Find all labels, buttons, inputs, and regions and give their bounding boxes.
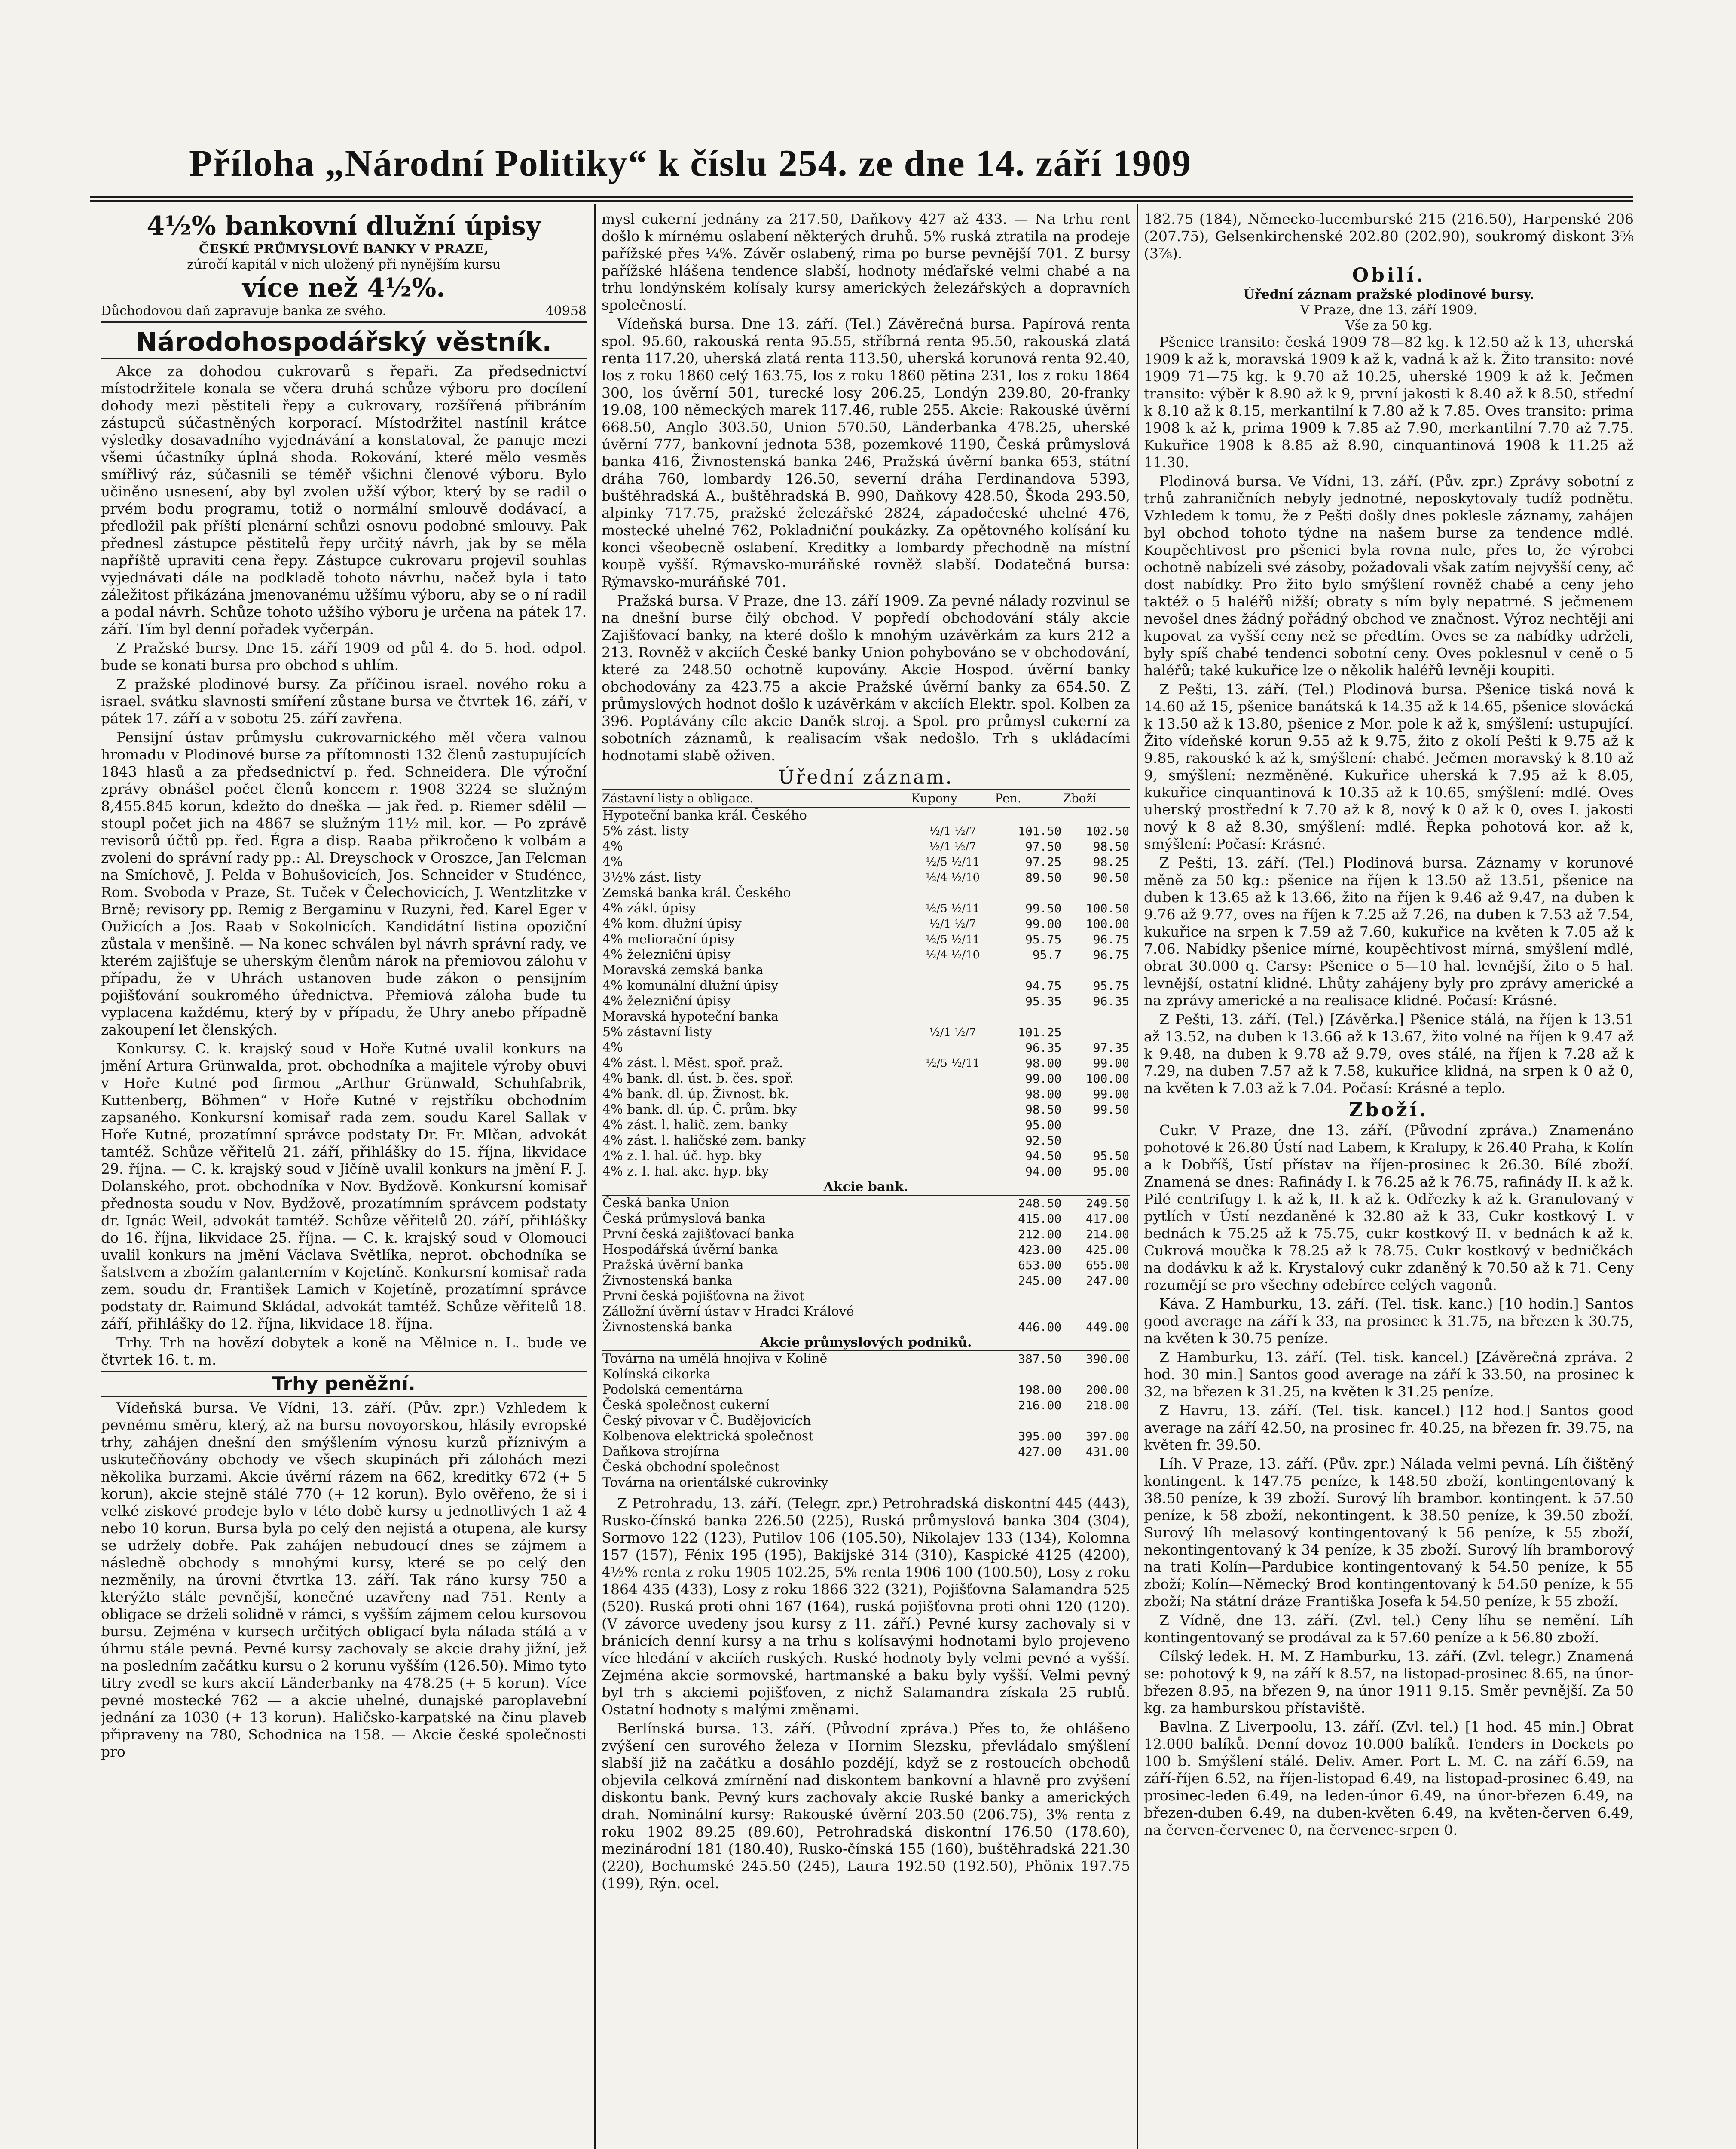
- bond-name: 4% zákl. úpisy: [602, 901, 697, 916]
- bond-coupon: [911, 1117, 995, 1133]
- bond-money: 99.00: [1025, 917, 1062, 931]
- bond-row: [602, 854, 1130, 870]
- industry-money: 198.00: [1018, 1383, 1062, 1397]
- bond-name: 4% železniční úpisy: [602, 994, 731, 1009]
- bond-goods: 95.75: [1093, 979, 1129, 993]
- bond-row: [602, 978, 1130, 994]
- bond-name: 4% železniční úpisy: [602, 947, 731, 962]
- bond-row: [602, 1133, 1130, 1148]
- bond-name: 5% zástavní listy: [602, 1025, 712, 1040]
- article-prague-bourse: Z Pražské bursy. Dne 15. září 1909 od půl 4. do 5. hod. odpol. bude se konati bursa pro obchod s uhlím.: [101, 640, 587, 673]
- bond-row: [602, 885, 1130, 901]
- official-title: Úřední záznam.: [778, 766, 954, 788]
- bank-money: 248.50: [1018, 1196, 1062, 1210]
- article-bankruptcy: Konkursy. C. k. krajský soud v Hoře Kutné uvalil konkurs na jmění Artura Grünwalda, prot. obchodníka a majitele výroby obuvi v Hoře Kutné pod firmou „Arthur Grünwald, Schuhfabrik, Kuttenberg, Böhmen“ v Hoře Kutné v rejstříku obchodním zapsaného. Konkursní komisař rada zem. soudu Karel Sallak v Hoře Kutné, prozatímní správce podstaty Dr. Fr. Mlčan, advokát tamtéž. Schůze věřitelů 21. září, přihlášky do 15. října, likvidace 29. října. — C. k. krajský soud v Jičíně uvalil konkurs na jmění F. J. Dolanského, prot. obchodníka v Nov. Bydžově. Konkursní komisař přednosta soudu v Nov. Bydžově, prozatímním správcem podstaty dr. Ignác Weil, advokát tamtéž. Schůze věřitelů 20. září, přihlášky do 16. října, likvidace 25. října. — C. k. krajský soud v Olomouci uvalil konkurs na jmění Václava Světlíka, neprot. obchodníka se šatstvem a zbožím galanterním v Kojetíně. Konkursní komisař rada zem. soudu dr. František Lamich v Kojetíně, prozatímní správce podstaty dr. Raimund Skládal, advokát tamtéž. Schůze věřitelů 18. září, přihlášky do 12. října, likvidace 18. října.: [101, 1040, 587, 1332]
- industry-money: 216.00: [1018, 1398, 1062, 1412]
- bond-row: [602, 1071, 1130, 1087]
- bond-coupon: [911, 1164, 995, 1179]
- bond-coupon: ½/1 ½/7: [929, 840, 976, 853]
- bond-name: 4% bank. dl. úp. Živnost. bk.: [602, 1087, 789, 1102]
- bank-name: Hospodářská úvěrní banka: [602, 1242, 778, 1257]
- bond-money: 95.75: [1025, 932, 1062, 946]
- money-markets-title: Trhy peněžní.: [101, 1371, 587, 1397]
- bond-name: 3½% zást. listy: [602, 870, 702, 885]
- bond-name: 4% zást. l. halič. zem. banky: [602, 1117, 788, 1133]
- header-rule-thin: [90, 200, 1633, 202]
- article-vienna-commodity: Plodinová bursa. Ve Vídni, 13. září. (Pův. zpr.) Zprávy sobotní z trhů zahraničních nebyly jednotné, neposkytovaly tudíž podnětu. Vzhledem k tomu, že z Pešti došly dnes poklesle záznamy, zahájen byl obchod tohoto týdne na našem burse za tendence mdlé. Koupěchtivost pro pšenici byla rovna nule, přes to, že výrobci ochotně nabízeli své zásoby, požadovali však zatím nejvyšší ceny, ač dost nabídky. Pro žito bylo smýšlení rovněž chabé a ceny jeho taktéž o 5 haléřů nižší; obraty s ním byly nepatrné. S ječmenem nevošel dnes žádný pořádný obchod ve značnost. Výroz nechtěji ani kupovat za vyšší ceny než se předtím. Oves se za nabídky udrželi, byly spíš chabé tendenci sobotní ceny. Oves poklesnul v ceně o 5 haléřů; také kukuřice lze o několik haléřů levněji koupiti.: [1144, 473, 1634, 679]
- bond-name: 4% z. l. hal. akc. hyp. bky: [602, 1164, 769, 1179]
- column-3: [1144, 211, 1634, 2149]
- bond-goods: [1062, 885, 1130, 901]
- bank-name: První česká zajišťovací banka: [602, 1227, 795, 1242]
- industry-name: Česká obchodní společnost: [602, 1460, 780, 1475]
- bond-row: [602, 994, 1130, 1009]
- industry-row: [602, 1460, 1130, 1475]
- article-coffee-1: Káva. Z Hamburku, 13. září. (Tel. tisk. kanc.) [10 hodin.] Santos good average na září k 33, na prosinec k 31.75, na březen k 30.75, na květen k 30.75 peníze.: [1144, 1295, 1634, 1347]
- bond-money: 92.50: [1025, 1133, 1062, 1148]
- bank-goods: 417.00: [1085, 1212, 1129, 1226]
- industry-goods: [1062, 1413, 1130, 1429]
- bond-goods: 99.00: [1093, 1056, 1129, 1070]
- bond-name: 4%: [602, 839, 623, 854]
- ad-number: 40958: [545, 303, 587, 318]
- bond-money: 99.50: [1025, 901, 1062, 915]
- bond-name: Hypoteční banka král. Českého: [602, 808, 807, 823]
- bond-row: [602, 1025, 1130, 1040]
- article-berlin-continued: 182.75 (184), Německo-lucemburské 215 (216.50), Harpenské 206 (207.75), Gelsenkirchenské 202.80 (202.90), soukromý diskont 3⅝ (3⅞).: [1144, 211, 1634, 262]
- bond-coupon: [911, 1040, 995, 1056]
- bank-goods: 249.50: [1085, 1196, 1129, 1210]
- bank-row: [602, 1242, 1130, 1258]
- bond-row: [602, 808, 1130, 824]
- industry-row: [602, 1367, 1130, 1382]
- industry-money: [995, 1475, 1063, 1491]
- industry-row: [602, 1351, 1130, 1367]
- bond-money: [995, 1009, 1063, 1025]
- bond-money: 101.25: [1018, 1025, 1062, 1039]
- bond-coupon: ½/1 ½/7: [929, 825, 976, 838]
- page-header: Příloha „Národní Politiky“ k číslu 254. ze dne 14. září 1909: [189, 143, 1192, 184]
- grain-official: Úřední záznam pražské plodinové bursy.: [1243, 287, 1534, 302]
- bank-goods: 425.00: [1085, 1243, 1129, 1257]
- bond-goods: 100.00: [1085, 1071, 1129, 1086]
- industry-goods: [1062, 1367, 1130, 1382]
- industry-goods: 397.00: [1085, 1429, 1129, 1443]
- industry-money: [995, 1460, 1063, 1475]
- ad-title: 4½% bankovní dlužní úpisy: [147, 211, 541, 241]
- industry-goods: [1062, 1475, 1130, 1491]
- bond-name: 4% kom. dlužní úpisy: [602, 916, 742, 931]
- bond-row: [602, 1148, 1130, 1164]
- bond-money: 94.75: [1025, 979, 1062, 993]
- industry-row: [602, 1382, 1130, 1398]
- article-pest-1: Z Pešti, 13. září. (Tel.) Plodinová bursa. Pšenice tiská nová k 14.60 až 15, pšenice banátská k 14.35 až k 14.65, pšenice slovácká k 13.50 až k 13.80, pšenice z Mor. pole k až k, smýšlení: ustupující. Žito vídeňské korun 9.55 až k 9.75, žito z okolí Pešti k 9.75 až k 9.85, rakouské k až k, smýšlení: chabé. Ječmen moravský k 8.10 až 9, smýšlení: nezměněné. Kukuřice uherská k 7.95 až k 8.05, kukuřice cinquantinová k 10.35 až k 10.65, smýšlení: mdlé. Oves uherský prostřední k 7.70 až k 8, nový k 0 až k 0, oves I. jakosti nový k 8 až 8.30, smýšlení: mdlé. Řepka pohotová kor. až k, smýšlení: Počasí: Krásné.: [1144, 681, 1634, 852]
- bond-goods: [1062, 1133, 1130, 1148]
- article-sugar-prices: Cukr. V Praze, dne 13. září. (Původní zpráva.) Znamenáno pohotové k 26.80 Ústí nad Labem, k Kralupy, k 26.40 Praha, k Kolín a k Dobříš, Ústí přístav na říjen-prosinec k 26.30. Bílé zboží. Znamená se dnes: Rafinády I. k 76.25 až k 76.75, rafinády II. k až k. Pilé centrifugy I. k až k, II. k až k. Odřezky k až k. Granulovaný v pytlích v Ústí nezdaněné k 32.80 až k 33, Cukr kostkový I. v bednách k 75.25 až k 75.75, cukr kostkový II. v bednách k až k. Cukrová moučka k 78.25 až k 78.75. Cukr kostkový v bedničkách na dodávku k až k. Krystalový cukr zdaněný k 70.50 až k 71. Ceny rozumějí se pro všechny odebírce celých vagonů.: [1144, 1122, 1634, 1293]
- bank-row: [602, 1273, 1130, 1289]
- column-1: [101, 211, 587, 2149]
- bank-money: [995, 1304, 1063, 1319]
- bond-money: 97.25: [1025, 855, 1062, 869]
- bond-row: [602, 1164, 1130, 1179]
- bond-row: [602, 1040, 1130, 1056]
- column-divider-2: [1137, 204, 1138, 2149]
- bond-name: Moravská hypoteční banka: [602, 1009, 779, 1024]
- bond-name: 4% komunální dlužní úpisy: [602, 978, 779, 993]
- industry-goods: 218.00: [1085, 1398, 1129, 1412]
- bond-coupon: [911, 1102, 995, 1117]
- ad-bank: ČESKÉ PRŮMYSLOVÉ BANKY V PRAZE,: [199, 242, 489, 257]
- industry-row: [602, 1429, 1130, 1444]
- bond-coupon: ½/4 ½/10: [926, 949, 980, 961]
- bond-money: 95.7: [1032, 948, 1062, 962]
- article-markets: Trhy. Trh na hovězí dobytek a koně na Mělnice n. L. bude ve čtvrtek 16. t. m.: [101, 1334, 587, 1368]
- ad-text: zúročí kapitál v nich uložený při nynějším kursu: [187, 257, 501, 272]
- industry-row: [602, 1475, 1130, 1491]
- bond-coupon: [911, 1087, 995, 1102]
- bond-money: 95.00: [1025, 1118, 1062, 1132]
- grain-title: Obilí.: [1352, 264, 1426, 286]
- article-coffee-3: Z Havru, 13. září. (Tel. tisk. kancel.) [12 hod.] Santos good average na září 42.50, na prosinec fr. 40.25, na březen fr. 39.75, na květen fr. 39.50.: [1144, 1402, 1634, 1453]
- bank-goods: 214.00: [1085, 1227, 1129, 1241]
- industry-money: 395.00: [1018, 1429, 1062, 1443]
- header-rule: [90, 196, 1633, 198]
- bond-coupon: [911, 978, 995, 994]
- bank-goods: 655.00: [1085, 1258, 1129, 1272]
- bank-row: [602, 1304, 1130, 1319]
- bond-goods: 98.50: [1093, 839, 1129, 854]
- bond-goods: 96.35: [1093, 994, 1129, 1008]
- article-coffee-2: Z Hamburku, 13. září. (Tel. tisk. kancel.) [Závěrečná zpráva. 2 hod. 30 min.] Santos good average na září k 33.50, na prosinec k 32, na březen k 31.25, na květen k 31.25 peníze.: [1144, 1349, 1634, 1400]
- col-head-name: Zástavní listy a obligace.: [602, 790, 911, 808]
- bank-row: [602, 1195, 1130, 1211]
- bank-name: Živnostenská banka: [602, 1273, 733, 1288]
- bond-goods: 102.50: [1085, 824, 1129, 838]
- bank-name: Pražská úvěrní banka: [602, 1258, 744, 1273]
- bond-goods: 96.75: [1093, 948, 1129, 962]
- bond-money: 89.50: [1025, 870, 1062, 885]
- industry-name: Továrna na orientálské cukrovinky: [602, 1475, 828, 1490]
- bank-name: Zálložní úvěrní ústav v Hradci Králové: [602, 1304, 854, 1319]
- ad-tax: Důchodovou daň zapravuje banka ze svého.: [101, 303, 387, 318]
- bond-goods: 100.00: [1085, 917, 1129, 931]
- bond-name: 4% z. l. hal. úč. hyp. bky: [602, 1148, 762, 1163]
- bank-money: 212.00: [1018, 1227, 1062, 1241]
- bond-goods: [1062, 963, 1130, 978]
- bond-name: 4%: [602, 1040, 623, 1055]
- article-pension: Pensijní ústav průmyslu cukrovarnického měl včera valnou hromadu v Plodinové burse za přítomnosti 132 členů zastupujících 1843 hlasů a za předsednictví p. řed. Schneidera. Dle výroční zprávy obnášel počet členů koncem r. 1908 3224 se služným 8,455.845 korun, kdežto do dneška — jak řed. p. Riemer sdělil — stoupl počet jich na 4867 se služným 11½ mil. kor. — Po zprávě revisorů účtů pp. řed. Égra a disp. Raaba přikročeno k volbám a zvoleni do správní rady pp.: Al. Dreyschock v Oroszce, Jan Felcman na Smíchově, J. Pelda v Bohušovicích, Jos. Schneider v Studénce, Rom. Svoboda v Praze, St. Tuček v Čelechovicích, J. Wentzlitzke v Brně; revisory pp. Remig z Bergaminu v Ruzyni, řed. Karel Eger v Oužicích a Jos. Raab v Sokolnicích. Kandidátní listina opoziční zůstala v menšině. — Na konec schválen byl návrh správní rady, ve kterém zajišťuje se uherským členům nárok na přemiovou zálohu v případu, že v Uhrách ustanoven bude zákon o pensijním pojišťování soukromého úřednictva. Přemiová záloha bude tu vyplacena každému, který by v případu, že Uhry anebo případně zakoupení let členských.: [101, 729, 587, 1038]
- bond-name: Moravská zemská banka: [602, 963, 764, 978]
- bond-name: 4%: [602, 854, 623, 869]
- bond-money: 99.00: [1025, 1071, 1062, 1086]
- bank-money: 446.00: [1018, 1320, 1062, 1334]
- grain-unit: Vše za 50 kg.: [1345, 318, 1433, 333]
- bond-goods: 95.00: [1093, 1164, 1129, 1179]
- bond-goods: 99.00: [1093, 1087, 1129, 1101]
- bank-name: Živnostenská banka: [602, 1319, 733, 1335]
- bond-coupon: ½/4 ½/10: [926, 871, 980, 884]
- bond-coupon: [911, 885, 995, 901]
- industry-name: Česká společnost cukerní: [602, 1398, 770, 1413]
- bank-row: [602, 1289, 1130, 1304]
- bank-money: 653.00: [1018, 1258, 1062, 1272]
- article-saltpetre: Cílský ledek. H. M. Z Hamburku, 13. září. (Zvl. telegr.) Znamená se: pohotový k 9, na září k 8.57, na listopad-prosinec 8.65, na únor-březen 8.95, na březen 9, na únor 1911 9.15. Směr pevnější. Za 50 kg. za hamburskou přístaviště.: [1144, 1648, 1634, 1716]
- bond-coupon: ½/5 ½/11: [926, 1057, 980, 1070]
- industry-money: [995, 1367, 1063, 1382]
- bond-goods: 98.25: [1093, 855, 1129, 869]
- industry-name: Kolbenova elektrická společnost: [602, 1429, 814, 1444]
- bond-goods: [1062, 1025, 1130, 1040]
- industry-money: 427.00: [1018, 1445, 1062, 1459]
- industry-goods: 390.00: [1085, 1352, 1129, 1366]
- bank-row: [602, 1258, 1130, 1273]
- article-prague-close: Pražská bursa. V Praze, dne 13. září 1909. Za pevné nálady rozvinul se na dnešní burse čilý obchod. V popředí obchodování stály akcie Zajišťovací banky, na které došlo k mnohým uzávěrkám za kurs 212 a 213. Rovněž v akciích České banky Union pohybováno se v obchodování, které za 248.50 ochotně kupovány. Akcie Hospod. úvěrní banky obchodovány za 423.75 a akcie Pražské úvěrní banky za 654.50. Z průmyslových hodnot došlo k uzávěrkám v akciích Elektr. spol. Kolben za 396. Poptávány cíle akcie Daněk stroj. a Spol. pro průmysl cukerní za sobotních záznamů, k realisacím však nedošlo. Trh s ukládacími hodnotami slabě oživen.: [602, 592, 1130, 764]
- bond-goods: [1062, 1117, 1130, 1133]
- article-pest-3: Z Pešti, 13. září. (Tel.) [Závěrka.] Pšenice stálá, na říjen k 13.51 až 13.52, na duben k 13.66 až k 13.67, žito volné na říjen k 9.47 až k 9.48, na duben k 9.78 až 9.79, oves stálé, na říjen k 7.28 až k 7.29, na duben 7.57 až k 7.58, kukuřice klidná, na srpen k 0 až 0, na květen k 7.03 až k 7.04. Počasí: Krásné a teplo.: [1144, 1011, 1634, 1096]
- bond-money: [995, 963, 1063, 978]
- bond-goods: [1062, 1009, 1130, 1025]
- bond-money: [995, 808, 1063, 824]
- bank-goods: [1062, 1289, 1130, 1304]
- industry-row: [602, 1398, 1130, 1413]
- bank-money: 415.00: [1018, 1212, 1062, 1226]
- bank-row: [602, 1319, 1130, 1335]
- bank-goods: [1062, 1304, 1130, 1319]
- bond-row: [602, 963, 1130, 978]
- bond-row: [602, 1102, 1130, 1117]
- article-vienna-close: Vídeňská bursa. Dne 13. září. (Tel.) Závěrečná bursa. Papírová renta spol. 95.60, rakouská renta 95.55, stříbrná renta 95.50, rakouská zlatá renta 117.20, uherská zlatá renta 113.50, uherská korunová renta 92.40, los z roku 1860 celý 163.75, los z roku 1860 pětina 231, los z roku 1864 300, los úvěrní 501, turecké losy 206.25, Londýn 239.80, 20-franky 19.08, 100 německých marek 117.46, ruble 255. Akcie: Rakouské úvěrní 668.50, Anglo 303.50, Union 570.50, Länderbanka 478.25, uherské úvěrní 777, bankovní jednota 538, pozemkové 1190, Česká průmyslová banka 416, Živnostenská banka 246, Pražská úvěrní banka 653, státní dráha 760, lombardy 126.50, severní dráha Ferdinandova 5393, buštěhradská A., buštěhradská B. 990, Daňkovy 428.50, Škoda 293.50, alpinky 717.75, pražské železářské 2824, západočeské uhelné 476, mostecké uhelné 762, Pokladniční poukázky. Za opětovného kolísání ku konci všeobecně oslabení. Kreditky a lombardy přechodně na místní koupě vyšší. Rýmavsko-muráňské rovněž slabší. Dodatečná bursa: Rýmavsko-muráňské 701.: [602, 315, 1130, 590]
- grain-date: V Praze, dne 13. září 1909.: [1300, 303, 1478, 318]
- bond-name: 4% bank. dl. úst. b. čes. spoř.: [602, 1071, 794, 1086]
- bank-name: Česká banka Union: [602, 1196, 730, 1211]
- article-spirits-vienna: Z Vídně, dne 13. září. (Zvl. tel.) Ceny líhu se nemění. Líh kontingentovaný se prodával za k 57.60 peníze a k 56.80 zboží.: [1144, 1612, 1634, 1646]
- bond-coupon: [911, 1071, 995, 1087]
- bond-money: 97.50: [1025, 839, 1062, 854]
- bond-money: 98.00: [1025, 1056, 1062, 1070]
- article-spirits: Líh. V Praze, 13. září. (Pův. zpr.) Nálada velmi pevná. Líh čištěný kontingent. k 147.75 peníze, k 148.50 zboží, kontingentovaný k 38.50 peníze, k 39 zboží. Surový líh brambor. kontingent. k 57.50 peníze, k 58 zboží, nekontingent. k 38.50 peníze, k 39.50 zboží. Surový líh melasový kontingentovaný k 56 peníze, k 55 zboží, nekontingentovaný k 34 peníze, k 35 zboží. Surový líh bramborový na trati Kolín—Pardubice kontingentovaný k 54.50 peníze, k 55 zboží; Kolín—Německý Brod kontingentovaný k 54.50 peníze, k 55 zboží; Na státní dráze Františka Josefa k 54.50 peníze, k 55 zboží.: [1144, 1455, 1634, 1610]
- banks-head: Akcie bank.: [602, 1179, 1130, 1195]
- bond-money: 101.50: [1018, 824, 1062, 838]
- bond-goods: 96.75: [1093, 932, 1129, 946]
- bond-coupon: [911, 808, 995, 824]
- bond-goods: 100.50: [1085, 901, 1129, 915]
- bond-name: 4% zást. l. Měst. spoř. praž.: [602, 1056, 783, 1071]
- ad-rate: více než 4½%.: [242, 273, 446, 303]
- bond-money: 95.35: [1025, 994, 1062, 1008]
- bond-row: [602, 947, 1130, 963]
- industry-row: [602, 1444, 1130, 1460]
- bond-money: 96.35: [1025, 1041, 1062, 1055]
- bond-coupon: [911, 963, 995, 978]
- article-continued: mysl cukerní jednány za 217.50, Daňkovy 427 až 433. — Na trhu rent došlo k mírnému oslabení některých druhů. 5% ruská ztratila na prodeje pařížské přes ¼%. Závěr oslabený, rima po burse pevnější 701. Z bursy pařížské hlášena tendence slabší, hodnoty méďařské velmi chabé a na trhu londýnském kolísaly kursy amerických železářských a dopravních společností.: [602, 211, 1130, 313]
- bond-coupon: ½/5 ½/11: [926, 902, 980, 915]
- bond-row: [602, 916, 1130, 932]
- industry-name: Kolínská cikorka: [602, 1367, 711, 1382]
- bank-money: 245.00: [1018, 1273, 1062, 1288]
- industry-head: Akcie průmyslových podniků.: [602, 1335, 1130, 1351]
- bond-coupon: ½/5 ½/11: [926, 933, 980, 946]
- industry-goods: [1062, 1460, 1130, 1475]
- article-sugar: Akce za dohodou cukrovarů s řepaři. Za předsednictví místodržitele konala se včera druhá schůze výboru pro docílení dohody mezi pěstiteli řepy a cukrovary, rozšířená přibráním zástupců súčastněných korporací. Místodržitel nastínil krátce výsledky dosavadního vyjednávání a konstatoval, že panuje mezi všemi účastníky úplná shoda. Rokování, které mělo vesměs smířlivý ráz, súčasnili se téměř všichni členové výboru. Bylo učiněno usnesení, aby byl zvolen užší výbor, který by se radil o prvém bodu programu, totiž o normální smlouvě dodávací, a předložil pak příští plenární schůzi osnovu podobné smlouvy. Pak přednesl zástupce pěstitelů řepy určitý návrh, jak by se měla napříště upraviti cena řepy. Zástupce cukrovaru projevil souhlas vyjednávati dále na podkladě tohoto návrhu, načež byla i tato záležitost přikázána jmenovanému užšímu výboru, aby se o ní radil a podal návrh. Schůze tohoto užšího výboru je určena na pátek 17. září. Tím byl denní pořadek vyčerpán.: [101, 363, 587, 637]
- bond-money: 98.50: [1025, 1102, 1062, 1117]
- bond-money: 94.50: [1025, 1149, 1062, 1163]
- col-head-goods: Zboží: [1062, 790, 1130, 808]
- bond-row: [602, 1009, 1130, 1025]
- bond-goods: 90.50: [1093, 870, 1129, 885]
- bank-money: 423.00: [1018, 1243, 1062, 1257]
- bank-name: Česká průmyslová banka: [602, 1211, 766, 1226]
- article-cotton: Bavlna. Z Liverpoolu, 13. září. (Zvl. tel.) [1 hod. 45 min.] Obrat 12.000 balíků. Denní dovoz 10.000 balíků. Tenders in Dockets po 100 b. Smýšlení stálé. Deliv. Amer. Port L. M. C. na září 6.59, na září-říjen 6.52, na říjen-listopad 6.49, na listopad-prosinec 6.49, na prosinec-leden 6.49, na leden-únor 6.49, na únor-březen 6.49, na březen-duben 6.49, na duben-květen 6.49, na květen-červen 6.49, na červen-červenec 0, na červenec-srpen 0.: [1144, 1718, 1634, 1838]
- bond-goods: 95.50: [1093, 1149, 1129, 1163]
- bank-goods: 247.00: [1085, 1273, 1129, 1288]
- bond-row: [602, 1117, 1130, 1133]
- bond-row: [602, 839, 1130, 854]
- bond-name: 4% bank. dl. úp. Č. prům. bky: [602, 1102, 797, 1117]
- bond-money: 94.00: [1025, 1164, 1062, 1179]
- bond-coupon: [911, 994, 995, 1009]
- industry-goods: 200.00: [1085, 1383, 1129, 1397]
- bond-row: [602, 823, 1130, 839]
- industry-name: Daňkova strojírna: [602, 1444, 720, 1459]
- col-head-money: Pen.: [995, 790, 1063, 808]
- bank-name: První česká pojišťovna na život: [602, 1289, 805, 1304]
- bond-name: 4% zást. l. haličské zem. banky: [602, 1133, 806, 1148]
- article-vienna-bourse: Vídeňská bursa. Ve Vídni, 13. září. (Pův. zpr.) Vzhledem k pevnému směru, který, až na bursu novoyorskou, hlásily evropské trhy, zahájen dnešní den smýšlením výnosu kurzů příznivým a uskutečňovány obchody ve všech skupinách při zálohách mezi několika burzami. Akcie úvěrní rázem na 662, kreditky 672 (+ 5 korun), akcie stejně stálé 770 (+ 12 korun). Bylo ověřeno, že si i velké ziskové prodeje bylo v této době kursy u jednotlivých 1 až 4 nebo 10 korun. Bursa byla po celý den nejistá a otupena, ale kursy se udržely dobře. Pak zahájen nebudoucí dnes se zájmem a následně obchody s mnohými kursy, které se po celý den nezměnily, na úrovni čtvrtka 13. září. Tak ráno kursy 750 a kterýžto stále pevnější, konečné uzavřeny nad 751. Renty a obligace se drželi solidně v rámci, s vyšším zájmem celou kursovou bursu. Zejména v kursech určitých obligací byla nálada stálá a v úhrnu stále pevná. Pevné kursy zachovaly se akcie drahy jižní, jež na posledním začátku kursu o 2 korunu vyšším (126.50). Mimo tyto titry zvedl se kurs akcií Länderbanky na 478.25 (+ 5 korun). Více pevné mostecké 762 — a akcie uhelné, dunajské paroplavební jednání za 1030 (+ 13 korun). Haličsko-karpatské na činu plaveb připraveny na 780, Schodnica na 158. — Akcie české společnosti pro: [101, 1399, 587, 1760]
- bond-goods: 99.50: [1093, 1102, 1129, 1117]
- industry-money: 387.50: [1018, 1352, 1062, 1366]
- article-grain-prices: Pšenice transito: česká 1909 78—82 kg. k 12.50 až k 13, uherská 1909 k až k, moravská 1909 k až k, vadná k až k. Žito transito: nové 1909 71—75 kg. k 9.70 až 10.25, uherské 1909 k až k. Ječmen transito: výběr k 8.90 až k 9, první jakosti k 8.40 až k 8.50, střední k 8.10 až k 8.15, merkantilní k 7.80 až k 7.85. Oves transito: prima 1908 k až k, prima 1909 k 7.85 až 7.90, merkantilní 7.70 až 7.75. Kukuřice 1908 k 8.85 až 8.90, cinquantinová 1908 k 11.25 až 11.30.: [1144, 334, 1634, 471]
- bond-money: 98.00: [1025, 1087, 1062, 1101]
- column-2: [602, 211, 1130, 2149]
- col-head-coupon: Kupony: [911, 790, 995, 808]
- bond-row: [602, 1056, 1130, 1071]
- bank-row: [602, 1227, 1130, 1242]
- bond-name: Zemská banka král. Českého: [602, 885, 791, 900]
- bond-row: [602, 901, 1130, 916]
- bond-coupon: ½/1 ½/7: [929, 1026, 976, 1039]
- bond-coupon: [911, 1133, 995, 1148]
- industry-name: Český pivovar v Č. Budějovicích: [602, 1413, 811, 1428]
- column-divider-1: [594, 204, 596, 2149]
- bank-money: [995, 1289, 1063, 1304]
- industry-name: Podolská cementárna: [602, 1382, 743, 1397]
- bank-goods: 449.00: [1085, 1320, 1129, 1334]
- article-berlin: Berlínská bursa. 13. září. (Původní zpráva.) Přes to, že ohlášeno zvýšení cen surového železa v Hornim Slezsku, převládalo smýšlení slabší již na začátku a dosáhlo pozdějí, když se z rostoucích obchodů objevila celková zmírnění nad diskontem bankovní a hlavně pro zvýšení diskontu bank. Pevný kurs zachovaly akcie Ruské banky a amerických drah. Nominální kursy: Rakouské úvěrní 203.50 (206.75), 3% renta z roku 1902 89.25 (89.60), Petrohradská diskontní 176.50 (178.60), mezinárodní 181 (180.40), Rusko-čínská 155 (160), buštěhradská 221.30 (220), Bochumské 245.50 (245), Laura 192.50 (192.50), Phönix 197.75 (199), Rýn. ocel.: [602, 1720, 1130, 1892]
- bond-money: [995, 885, 1063, 901]
- industry-name: Továrna na umělá hnojiva v Kolíně: [602, 1351, 828, 1366]
- bond-row: [602, 932, 1130, 947]
- bond-row: [602, 1087, 1130, 1102]
- bond-coupon: ½/5 ½/11: [926, 856, 980, 869]
- industry-row: [602, 1413, 1130, 1429]
- bond-name: 5% zást. listy: [602, 823, 689, 839]
- bond-name: 4% meliorační úpisy: [602, 932, 735, 947]
- industry-money: [995, 1413, 1063, 1429]
- bonds-table: [602, 789, 1130, 1491]
- goods-title: Zboží.: [1349, 1099, 1429, 1121]
- article-commodity-bourse: Z pražské plodinové bursy. Za příčinou israel. nového roku a israel. svátku slavnosti smíření zůstane bursa ve čtvrtek 16. září, v pátek 17. září a v sobotu 25. září zavřena.: [101, 676, 587, 727]
- bond-goods: 97.35: [1093, 1041, 1129, 1055]
- bond-row: [602, 870, 1130, 885]
- bond-coupon: [911, 1148, 995, 1164]
- bank-row: [602, 1211, 1130, 1227]
- article-pest-2: Z Pešti, 13. září. (Tel.) Plodinová bursa. Záznamy v korunové měně za 50 kg.: pšenice na říjen k 13.50 až 13.51, pšenice na duben k 13.65 až k 13.66, žito na říjen k 9.46 až 9.47, na duben k 9.76 až 9.77, oves na říjen k 7.25 až 7.26, na duben k 7.53 až 7.54, kukuřice na srpen k 7.59 až 7.60, kukuřice na květen k 7.05 až k 7.06. Nabídky pšenice mírné, koupěchtivost mírná, smýšlení mdlé, obrat 30.000 q. Carsy: Pšenice o 5—10 hal. levnější, žito o 5 hal. levnější, ostatní klidné. Lhůty zahájeny byly pro zprávy americké a na zprávy americké a na realisace klidné. Počasí: Krásné.: [1144, 854, 1634, 1009]
- bond-goods: [1062, 808, 1130, 824]
- bond-coupon: ½/1 ½/7: [929, 918, 976, 931]
- ad-footer: [101, 303, 587, 323]
- bond-coupon: [911, 1009, 995, 1025]
- industry-goods: 431.00: [1085, 1445, 1129, 1459]
- article-petersburg: Z Petrohradu, 13. září. (Telegr. zpr.) Petrohradská diskontní 445 (443), Rusko-čínská banka 226.50 (225), Ruská průmyslová banka 304 (304), Sormovo 122 (123), Putilov 106 (105.50), Nikolajev 133 (134), Kolomna 157 (157), Fénix 195 (195), Bakijské 314 (310), Kaspické 4125 (4200), 4½% renta z roku 1905 102.25, 5% renta 1906 100 (100.50), Losy z roku 1864 435 (433), Losy z roku 1866 322 (321), Pojišťovna Salamandra 525 (520). Ruská proti ohni 167 (164), ruská pojišťovna proti ohni 120 (120). (V závorce uvedeny jsou kursy z 11. září.) Pevné kursy zachovaly si v bránicích denní kursy a na trhu s kolísavými hodnotami bylo projeveno více hledání v akciích ruských. Ruské hodnoty byly velmi pevné a vyšší. Zejména akcie sormovské, hartmanské a baku byly vyšší. Velmi pevný byl trh s akciemi pojišťoven, z nichž Salamandra získala 25 rublů. Ostatní hodnoty s malými změnami.: [602, 1495, 1130, 1718]
- section-title: Národohospodářský věstník.: [101, 327, 587, 359]
